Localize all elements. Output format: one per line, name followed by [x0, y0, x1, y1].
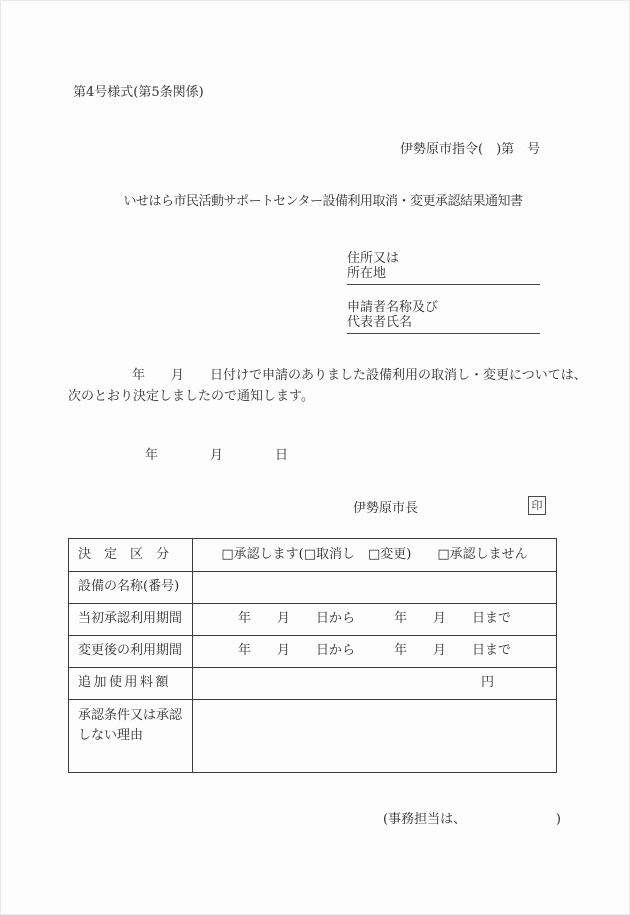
row-label-approval-conditions	[69, 699, 193, 772]
applicant-label-line1: 申請者名称及び	[347, 300, 439, 315]
row-value-original-approved-period: 年 月 日から 年 月 日まで	[193, 603, 556, 635]
row-value-changed-period: 年 月 日から 年 月 日まで	[193, 635, 556, 667]
issue-date-line: 年 月 日	[145, 448, 289, 463]
directive-number: 伊勢原市指令( )第 号	[400, 142, 541, 157]
row-label-changed-period: 変更後の利用期間	[69, 635, 193, 667]
row-label-decision-category: 決 定 区 分	[69, 539, 193, 571]
form-number: 第4号様式(第5条関係)	[73, 85, 204, 100]
mayor-title: 伊勢原市長	[353, 501, 419, 516]
applicant-name-field: 代表者氏名	[347, 314, 540, 334]
document-title: いせはら市民活動サポートセンター設備利用取消・変更承認結果通知書	[123, 194, 523, 209]
footer-note-close-paren: )	[555, 812, 561, 827]
row-label-equipment-name: 設備の名称(番号)	[69, 571, 193, 603]
body-text-line1: 年 月 日付けで申請のありました設備利用の取消し・変更については、	[132, 368, 587, 383]
row-label-additional-fee: 追加使用料額	[69, 667, 193, 699]
footer-note	[383, 811, 561, 829]
address-field: 所在地	[347, 265, 540, 285]
approval-conditions-label-text: 承認条件又は承認しない理由	[78, 708, 183, 744]
seal-mark: 印	[531, 498, 543, 512]
row-value-additional-fee: 円	[193, 667, 556, 699]
address-label-line1: 住所又は	[347, 251, 400, 266]
decision-table	[68, 538, 557, 773]
row-value-approval-conditions	[193, 699, 556, 772]
row-label-original-approved-period: 当初承認利用期間	[69, 603, 193, 635]
footer-note-text: (事務担当は、	[383, 812, 467, 827]
seal-box	[528, 496, 546, 515]
row-value-equipment-name	[193, 571, 556, 603]
row-value-decision-category: □承認します(□取消し □変更) □承認しません	[221, 546, 528, 562]
body-text-line2: 次のとおり決定しましたので通知します。	[68, 389, 314, 404]
